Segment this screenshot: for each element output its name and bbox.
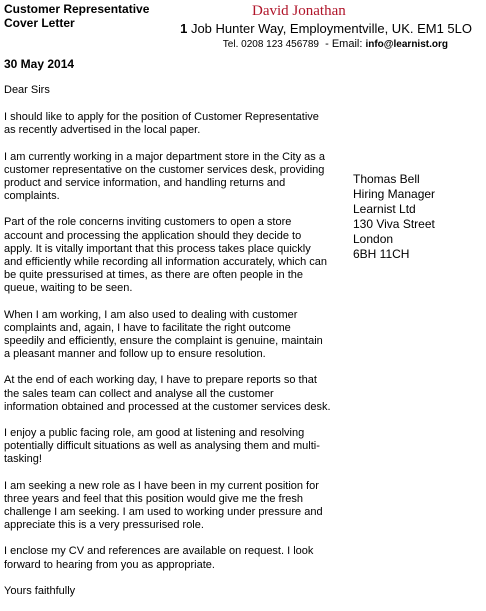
recipient-position: Hiring Manager bbox=[353, 187, 436, 201]
sender-contact bbox=[223, 38, 448, 51]
recipient-street: 130 Viva Street bbox=[353, 217, 435, 231]
recipient-address-block bbox=[353, 172, 435, 262]
closing: Yours faithfully bbox=[4, 584, 76, 597]
recipient-postcode: 6BH 11CH bbox=[353, 247, 410, 261]
sender-name: David Jonathan bbox=[252, 3, 346, 19]
letter-paragraph-2: I am currently working in a major department store in the City as a customer representative on the customer services desk, providing product and service information, and handling returns and complaints. bbox=[4, 150, 325, 203]
letter-paragraph-5: At the end of each working day, I have to prepare reports so that the sales team can collect and analyse all the customer information obtained and processed at the customer services desk. bbox=[4, 374, 331, 413]
sender-address-number: 1 bbox=[180, 21, 188, 36]
letter-body bbox=[4, 84, 349, 611]
document-title-line-1: Customer Representative bbox=[4, 2, 150, 16]
letter-paragraph-1: I should like to apply for the position of Customer Representative as recently advertised in the local paper. bbox=[4, 111, 319, 137]
sender-address-street: Job Hunter Way, Employmentville, UK. EM1 5LO bbox=[187, 21, 472, 36]
document-title bbox=[4, 2, 149, 30]
letter-paragraph-3: Part of the role concerns inviting customers to open a store account and processing the application should they decide to apply. It is vitally important that this process takes place quickly and efficiently while recording all information accurately, which can be quite pressurised at times, as there are often people in the queue, waiting to be seen. bbox=[4, 216, 328, 295]
letter-paragraph-8: I enclose my CV and references are available on request. I look forward to hearing from you as appropriate. bbox=[4, 545, 314, 571]
sender-address bbox=[180, 21, 472, 37]
letter-date: 30 May 2014 bbox=[4, 57, 75, 71]
letter-paragraph-4: When I am working, I am also used to dealing with customer complaints and, again, I have to facilitate the right outcome speedily and efficiently, ensure the complaint is genuine, maintain a pleasant manner and follow up to ensure resolution. bbox=[4, 308, 323, 361]
recipient-company: Learnist Ltd bbox=[353, 202, 416, 216]
sender-telephone: Tel. 0208 123 456789 bbox=[222, 39, 319, 50]
sender-email-label: - Email: bbox=[319, 38, 366, 50]
letter-paragraph-7: I am seeking a new role as I have been in my current position for three years and feel that this position would give me the fresh challenge I am seeking. I am used to working under pressure and appreciate this is a very pressurised role. bbox=[4, 479, 323, 532]
salutation: Dear Sirs bbox=[4, 84, 50, 96]
document-title-line-2: Cover Letter bbox=[4, 16, 75, 30]
sender-email: info@learnist.org bbox=[365, 39, 448, 50]
recipient-city: London bbox=[353, 232, 394, 246]
letter-paragraph-6: I enjoy a public facing role, am good at listening and resolving potentially difficult situations as well as analysing them and multi- tasking! bbox=[4, 427, 320, 466]
recipient-name: Thomas Bell bbox=[353, 172, 420, 186]
